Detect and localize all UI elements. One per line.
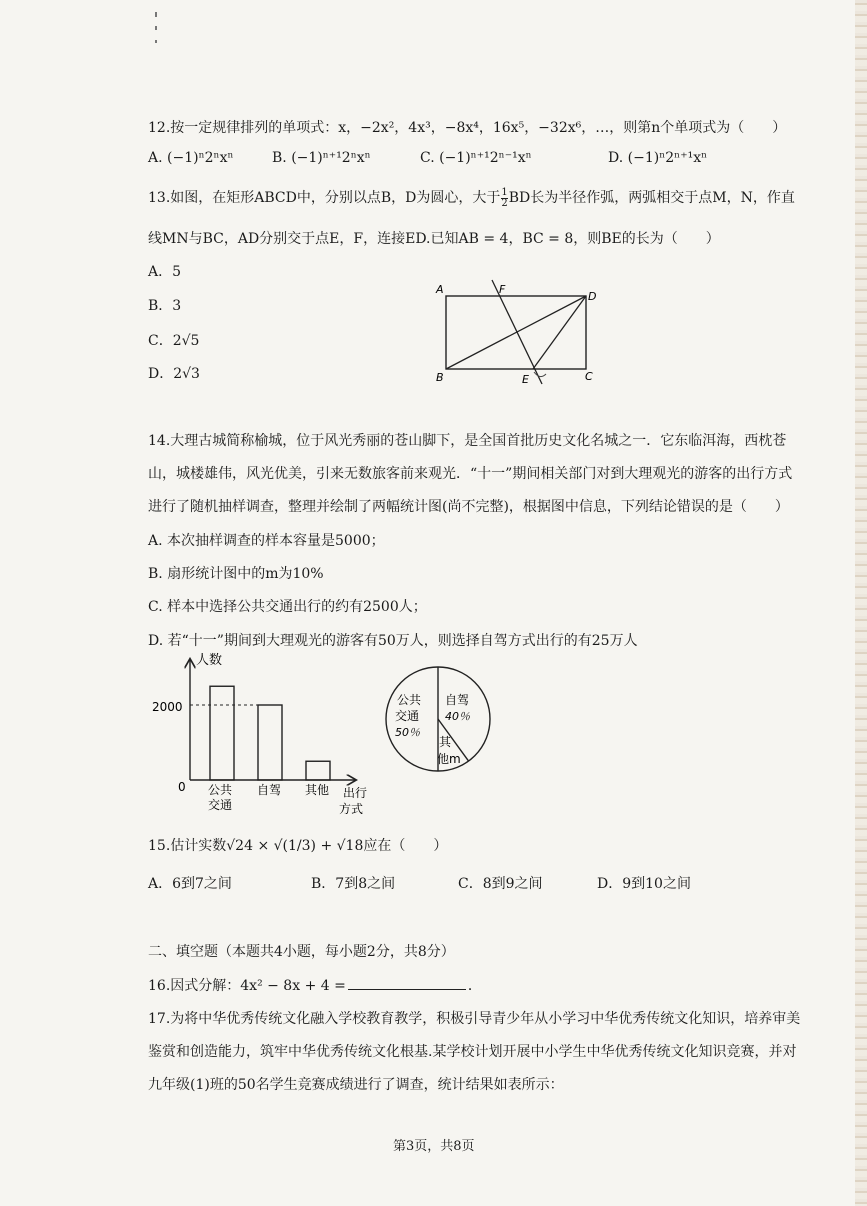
bar-2 [258, 705, 282, 780]
q12-stem: 12.按一定规律排列的单项式：x，−2x²，4x³，−8x⁴，16x⁵，−32x⁶，…，则第n个单项式为（ ） [148, 120, 787, 136]
pie-label-self-1: 自驾 [445, 693, 470, 707]
q16-end: ． [467, 978, 482, 994]
category-label-other: 其他 [305, 783, 330, 797]
pie-chart [375, 662, 505, 782]
q14-option-b: B. 扇形统计图中的m为10% [148, 566, 324, 582]
q14-stem-line2: 山，城楼雄伟，风光优美，引来无数旅客前来观光．“十一”期间相关部门对到大理观光的游客的出行方式 [148, 466, 793, 482]
q13-stem-part1: 13.如图，在矩形ABCD中，分别以点B，D为圆心，大于 [148, 190, 501, 206]
bar-1 [210, 686, 234, 780]
label-f: F [499, 283, 506, 296]
q16 [148, 975, 482, 995]
q13-stem-line1 [148, 187, 795, 209]
q12-option-a: A. (−1)ⁿ2ⁿxⁿ [148, 150, 234, 166]
q14-stem-line3: 进行了随机抽样调查，整理并绘制了两幅统计图(尚不完整)，根据图中信息，下列结论错误的是（ ） [148, 499, 789, 515]
q17-line3: 九年级(1)班的50名学生竞赛成绩进行了调查，统计结果如表所示： [148, 1077, 564, 1093]
tick-label-2000: 2000 [152, 700, 183, 714]
q13-stem-part2: BD长为半径作弧，两弧相交于点M，N，作直 [508, 190, 795, 206]
q15-option-d: D．9到10之间 [597, 876, 691, 892]
x-axis-label-1: 出行 [343, 786, 368, 800]
label-d: D [588, 290, 597, 303]
q13-stem-line2: 线MN与BC，AD分别交于点E，F，连接ED.已知AB = 4，BC = 8，则BE的长为（ ） [148, 231, 720, 247]
q14-option-a: A. 本次抽样调查的样本容量是5000； [148, 533, 385, 549]
fraction-numerator: 1 [501, 186, 508, 198]
q15-option-c: C．8到9之间 [458, 876, 543, 892]
label-e: E [522, 373, 529, 386]
category-label-public-2: 交通 [208, 798, 233, 812]
scan-speck [155, 40, 157, 43]
label-c: C [585, 370, 593, 383]
q12-option-d: D. (−1)ⁿ2ⁿ⁺¹xⁿ [608, 150, 708, 166]
bar-chart [150, 650, 380, 822]
q14-option-d: D. 若“十一”期间到大理观光的游客有50万人，则选择自驾方式出行的有25万人 [148, 633, 638, 649]
category-label-public-1: 公共 [208, 783, 233, 797]
q13-option-d: D．2√3 [148, 366, 200, 382]
q12-option-c: C. (−1)ⁿ⁺¹2ⁿ⁻¹xⁿ [420, 150, 532, 166]
q14-stem-line1: 14.大理古城简称榆城，位于风光秀丽的苍山脚下，是全国首批历史文化名城之一．它东临洱海，西枕苍 [148, 433, 787, 449]
bar-3 [306, 761, 330, 780]
label-a: A [436, 283, 444, 296]
segment-ed [533, 296, 586, 369]
label-b: B [436, 371, 444, 384]
scan-speck [155, 12, 157, 17]
scan-speck [155, 26, 157, 30]
pie-label-public-1: 公共 [397, 693, 422, 707]
diagonal-bd [446, 296, 586, 369]
rectangle-figure [430, 278, 605, 390]
arc-mark [534, 372, 546, 377]
pie-label-self-2: 40％ [445, 710, 470, 723]
y-axis-label: 人数 [196, 653, 223, 668]
q13-option-c: C．2√5 [148, 333, 200, 349]
pie-label-public-3: 50％ [395, 726, 420, 739]
pie-label-public-2: 交通 [395, 709, 420, 723]
q16-stem: 16.因式分解：4x² − 8x + 4 = [148, 978, 346, 994]
answer-blank [348, 977, 466, 990]
fraction-one-half [501, 188, 507, 209]
q17-line1: 17.为将中华优秀传统文化融入学校教育教学，积极引导青少年从小学习中华优秀传统文化知识，培养审美 [148, 1011, 801, 1027]
pie-label-other-1: 其 [439, 735, 452, 749]
x-axis-label-2: 方式 [339, 802, 364, 816]
section-title: 二、填空题（本题共4小题，每小题2分，共8分） [148, 944, 455, 960]
q17-line2: 鉴赏和创造能力，筑牢中华优秀传统文化根基.某学校计划开展中小学生中华优秀传统文化知识竞赛，并对 [148, 1044, 797, 1060]
q13-option-a: A．5 [148, 264, 182, 280]
q13-option-b: B．3 [148, 298, 182, 314]
pie-label-other-2: 他m [437, 752, 461, 766]
q15-stem: 15.估计实数√24 × √(1/3) + √18应在（ ） [148, 838, 448, 854]
q15-option-b: B．7到8之间 [311, 876, 396, 892]
tick-label-0: 0 [178, 780, 186, 794]
q12-option-b: B. (−1)ⁿ⁺¹2ⁿxⁿ [272, 150, 371, 166]
paper-edge [855, 0, 867, 1206]
q14-option-c: C. 样本中选择公共交通出行的约有2500人； [148, 599, 427, 615]
fraction-denominator: 2 [501, 197, 508, 209]
q15-option-a: A．6到7之间 [148, 876, 232, 892]
page-footer: 第3页，共8页 [393, 1139, 475, 1154]
category-label-self: 自驾 [257, 783, 282, 797]
